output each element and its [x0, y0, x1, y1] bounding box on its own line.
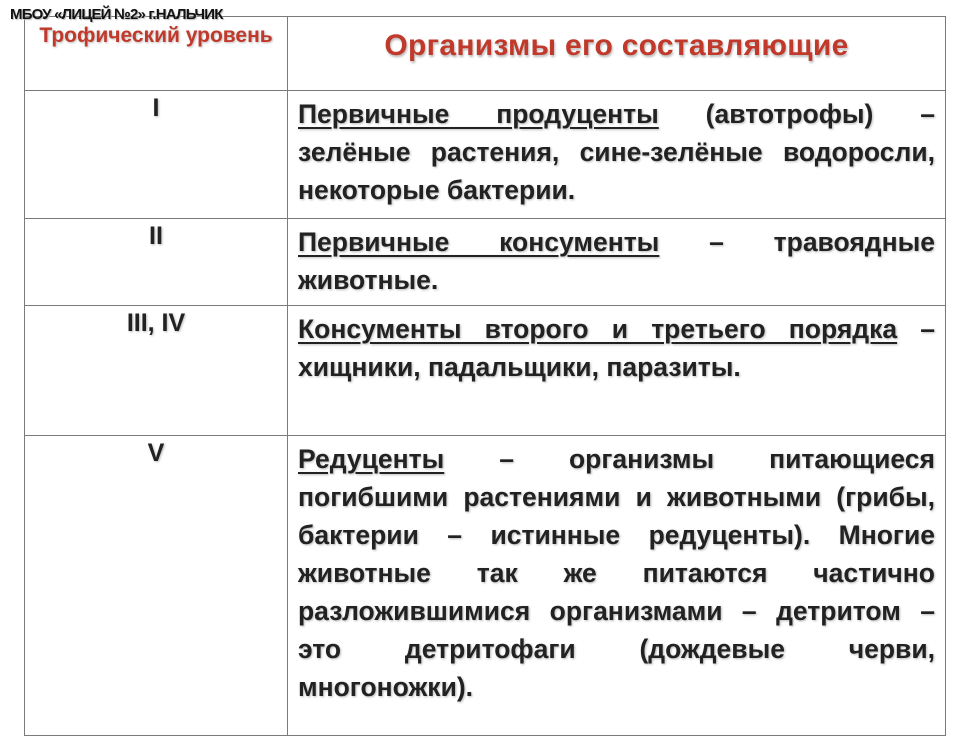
description: – хищники, падальщики, паразиты.: [298, 314, 935, 382]
term: Первичные продуценты: [298, 99, 659, 129]
level-cell: [25, 306, 288, 436]
table-header-row: [25, 17, 946, 91]
header-organisms: Организмы его составляющие: [384, 29, 849, 62]
table-row: [25, 91, 946, 219]
header-cell-level: [25, 17, 288, 91]
table-row: [25, 219, 946, 306]
level-label: III, IV: [126, 309, 186, 337]
table-row: [25, 306, 946, 436]
description: – организмы питающиеся погибшими растениями и животными (грибы, бактерии – истинные редуценты). Многие животные так же питаются частично разложившимися организмами – детритом – это детритофаги (дождевые черви, многоножки).: [298, 444, 935, 702]
description-text: [288, 219, 945, 299]
header-cell-organisms: [288, 17, 946, 91]
level-label: II: [149, 222, 163, 250]
description-cell: [288, 91, 946, 219]
level-cell: [25, 436, 288, 736]
header-trophic-level: Трофический уровень: [39, 24, 273, 47]
description-text: [288, 306, 945, 386]
description-cell: [288, 306, 946, 436]
description: (автотрофы) – зелёные растения, сине-зелёные водоросли, некоторые бактерии.: [298, 99, 935, 205]
trophic-table: [24, 16, 946, 736]
description: – травоядные животные.: [298, 227, 935, 295]
term: Редуценты: [298, 444, 445, 474]
level-label: V: [147, 439, 165, 467]
table-row: [25, 436, 946, 736]
description-cell: [288, 219, 946, 306]
school-label: МБОУ «ЛИЦЕЙ №2» г.НАЛЬЧИК: [10, 6, 223, 23]
description-cell: [288, 436, 946, 736]
description-text: [288, 436, 945, 706]
level-label: I: [152, 94, 160, 122]
level-cell: [25, 91, 288, 219]
term: Первичные консументы: [298, 227, 660, 257]
description-text: [288, 91, 945, 209]
term: Консументы второго и третьего порядка: [298, 314, 898, 344]
level-cell: [25, 219, 288, 306]
